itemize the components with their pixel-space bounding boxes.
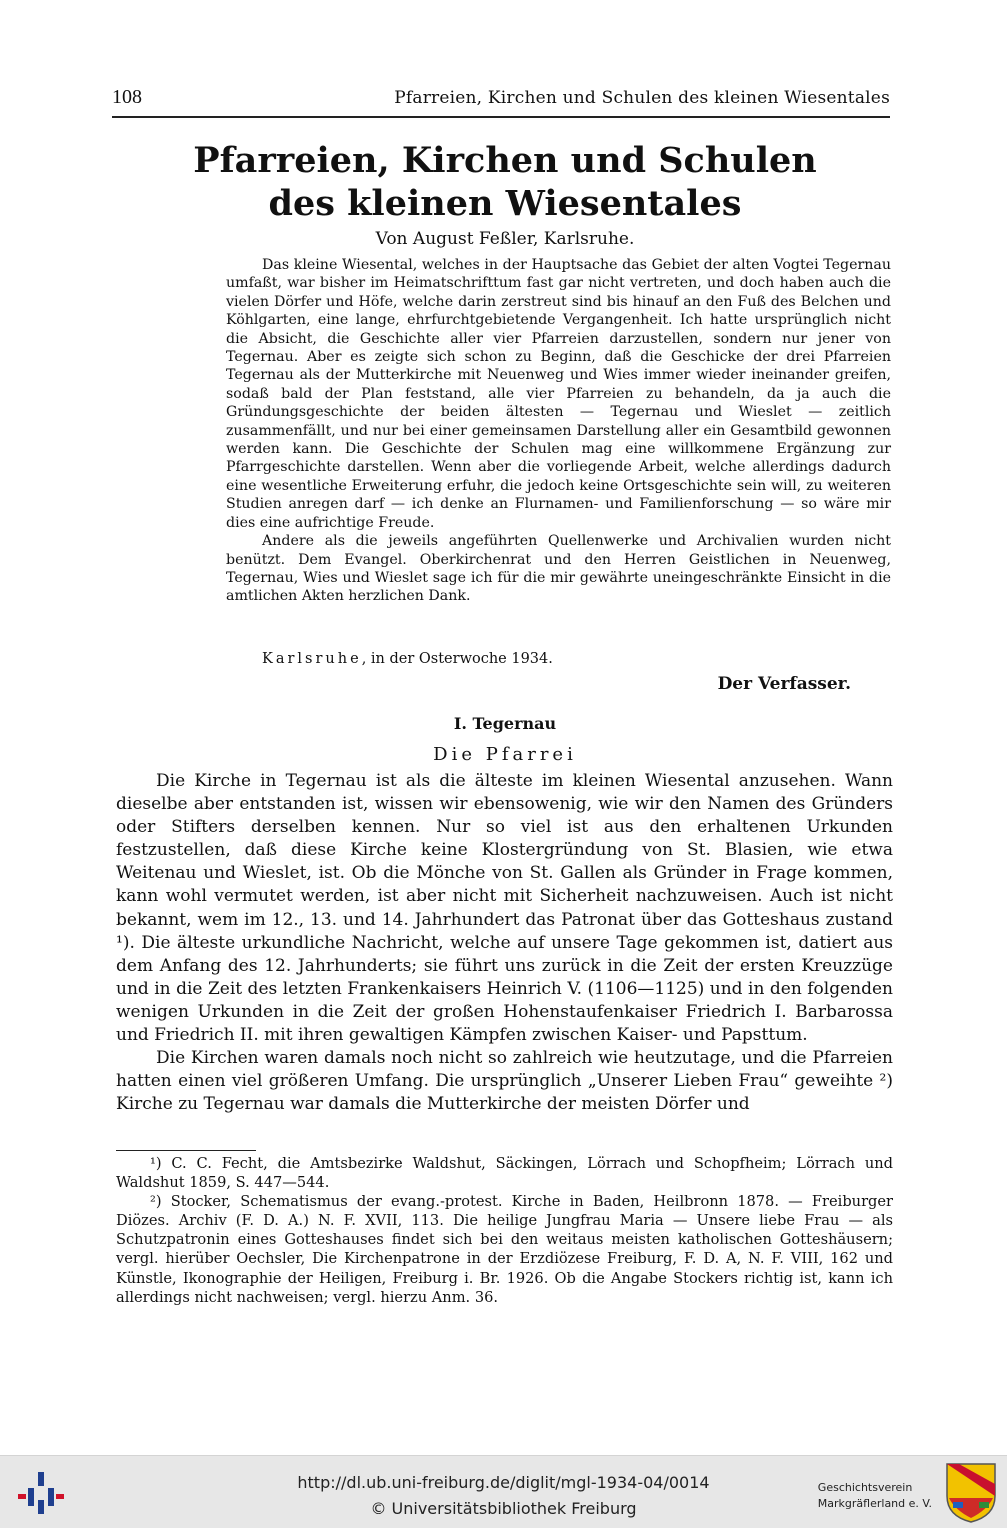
viewer-footer [0,1455,1007,1528]
author-signature: Der Verfasser. [717,674,851,694]
permalink-url[interactable]: http://dl.ub.uni-freiburg.de/diglit/mgl-1934-04/0014 [297,1473,710,1492]
main-text [116,770,893,1116]
footnote-divider [116,1150,256,1151]
footnote: ¹) C. C. Fecht, die Amtsbezirke Waldshut, Säckingen, Lörrach und Schopfheim; Lörrach und Waldshut 1859, S. 447—544. [116,1155,893,1192]
article-title-line-1: Pfarreien, Kirchen und Schulen [193,140,817,181]
author-byline: Von August Feßler, Karlsruhe. [375,229,635,249]
subsection-heading: Die Pfarrei [433,744,577,765]
place-name: Karlsruhe [262,651,362,667]
footnote: ²) Stocker, Schematismus der evang.-protest. Kirche in Baden, Heilbronn 1878. — Freiburger Diözes. Archiv (F. D. A.) N. F. XVII, 113. Die heilige Jungfrau Maria — Unsere liebe Frau — als Schutzpatronin eines Gotteshauses findet sich bei den weitaus meisten katholischen Gotteshäusern; vergl. hierüber Oechsler, Die Kirchenpatrone in der Erzdiözese Freiburg, F. D. A, N. F. VIII, 162 und Künstle, Ikonographie der Heiligen, Freiburg i. Br. 1926. Ob die Angabe Stockers richtig ist, kann ich allerdings nicht nachweisen; vergl. hierzu Anm. 36. [116,1193,893,1306]
preface [226,256,891,606]
running-head: Pfarreien, Kirchen und Schulen des kleinen Wiesentales [394,88,890,108]
article-title-line-2: des kleinen Wiesentales [268,183,742,224]
coat-of-arms-icon [945,1462,997,1524]
body-paragraph: Die Kirchen waren damals noch nicht so zahlreich wie heutzutage, und die Pfarreien hatten einen viel größeren Umfang. Die ursprünglich „Unserer Lieben Frau“ geweihte ²) Kirche zu Tegernau war damals die Mutterkirche der meisten Dörfer und [116,1048,893,1115]
preface-paragraph: Andere als die jeweils angeführten Quellenwerke und Archivalien wurden nicht benützt. Dem Evangel. Oberkirchenrat und den Herren Geistlichen in Neuenweg, Tegernau, Wies und Wieslet sage ich für die mir gewährte uneingeschränkte Einsicht in die amtlichen Akten herzlichen Dank. [226,533,891,605]
date-text: , in der Osterwoche 1934. [361,651,553,667]
society-name [818,1480,932,1512]
page-header [112,84,890,118]
copyright-notice: © Universitätsbibliothek Freiburg [370,1499,637,1518]
society-name-line: Markgräflerland e. V. [817,1497,932,1510]
place-date-line [262,651,553,667]
section-heading: I. Tegernau [453,714,557,733]
footnotes [116,1154,893,1307]
preface-paragraph: Das kleine Wiesental, welches in der Hauptsache das Gebiet der alten Vogtei Tegernau umfaßt, war bisher im Heimatschrifttum fast gar nicht vertreten, und doch haben auch die vielen Dörfer und Höfe, welche darin zerstreut sind bis hinauf an den Fuß des Belchen und Köhlgarten, eine lange, ehrfurchtgebietende Vergangenheit. Ich hatte ursprünglich nicht die Absicht, die Geschichte aller vier Pfarreien darzustellen, sondern nur jener von Tegernau. Aber es zeigte sich schon zu Beginn, daß die Geschicke der drei Pfarreien Tegernau als der Mutterkirche mit Neuenweg und Wies immer wieder ineinander greifen, sodaß bald der Plan feststand, alle vier Pfarreien zu behandeln, da ja auch die Gründungsgeschichte der beiden ältesten — Tegernau und Wieslet — zeitlich zusammenfällt, und nur bei einer gemeinsamen Darstellung aller ein Gesamtbild gewonnen werden kann. Die Geschichte der Schulen mag eine willkommene Ergänzung zur Pfarrgeschichte darstellen. Wenn aber die vorliegende Arbeit, welche allerdings dadurch eine wesentliche Erweiterung erfuhr, die jedoch keine Ortsgeschichte sein will, zu weiteren Studien anregen darf — ich denke an Flurnamen- und Familienforschung — so wäre mir dies eine aufrichtige Freude. [226,257,891,531]
society-name-line: Geschichtsverein [817,1481,913,1494]
page-number: 108 [112,86,142,108]
body-paragraph: Die Kirche in Tegernau ist als die älteste im kleinen Wiesental anzusehen. Wann dieselbe aber entstanden ist, wissen wir ebensowenig, wie wir den Namen des Gründers oder Stifters derselben kennen. Nur so viel ist aus den erhaltenen Urkunden festzustellen, daß diese Kirche keine Klostergründung von St. Blasien, wie etwa Weitenau und Wieslet, ist. Ob die Mönche von St. Gallen als Gründer in Frage kommen, kann wohl vermutet werden, ist aber nicht mit Sicherheit nachzuweisen. Auch ist nicht bekannt, wem im 12., 13. und 14. Jahrhundert das Patronat über das Gotteshaus zustand ¹). Die älteste urkundliche Nachricht, welche auf unsere Tage gekommen ist, datiert aus dem Anfang des 12. Jahrhunderts; sie führt uns zurück in die Zeit der ersten Kreuzzüge und in die Zeit des letzten Frankenkaisers Heinrich V. (1106—1125) und in den folgenden wenigen Urkunden in die Zeit der großen Hohenstaufenkaiser Friedrich I. Barbarossa und Friedrich II. mit ihren gewaltigen Kämpfen zwischen Kaiser- und Papsttum. [116,771,893,1046]
